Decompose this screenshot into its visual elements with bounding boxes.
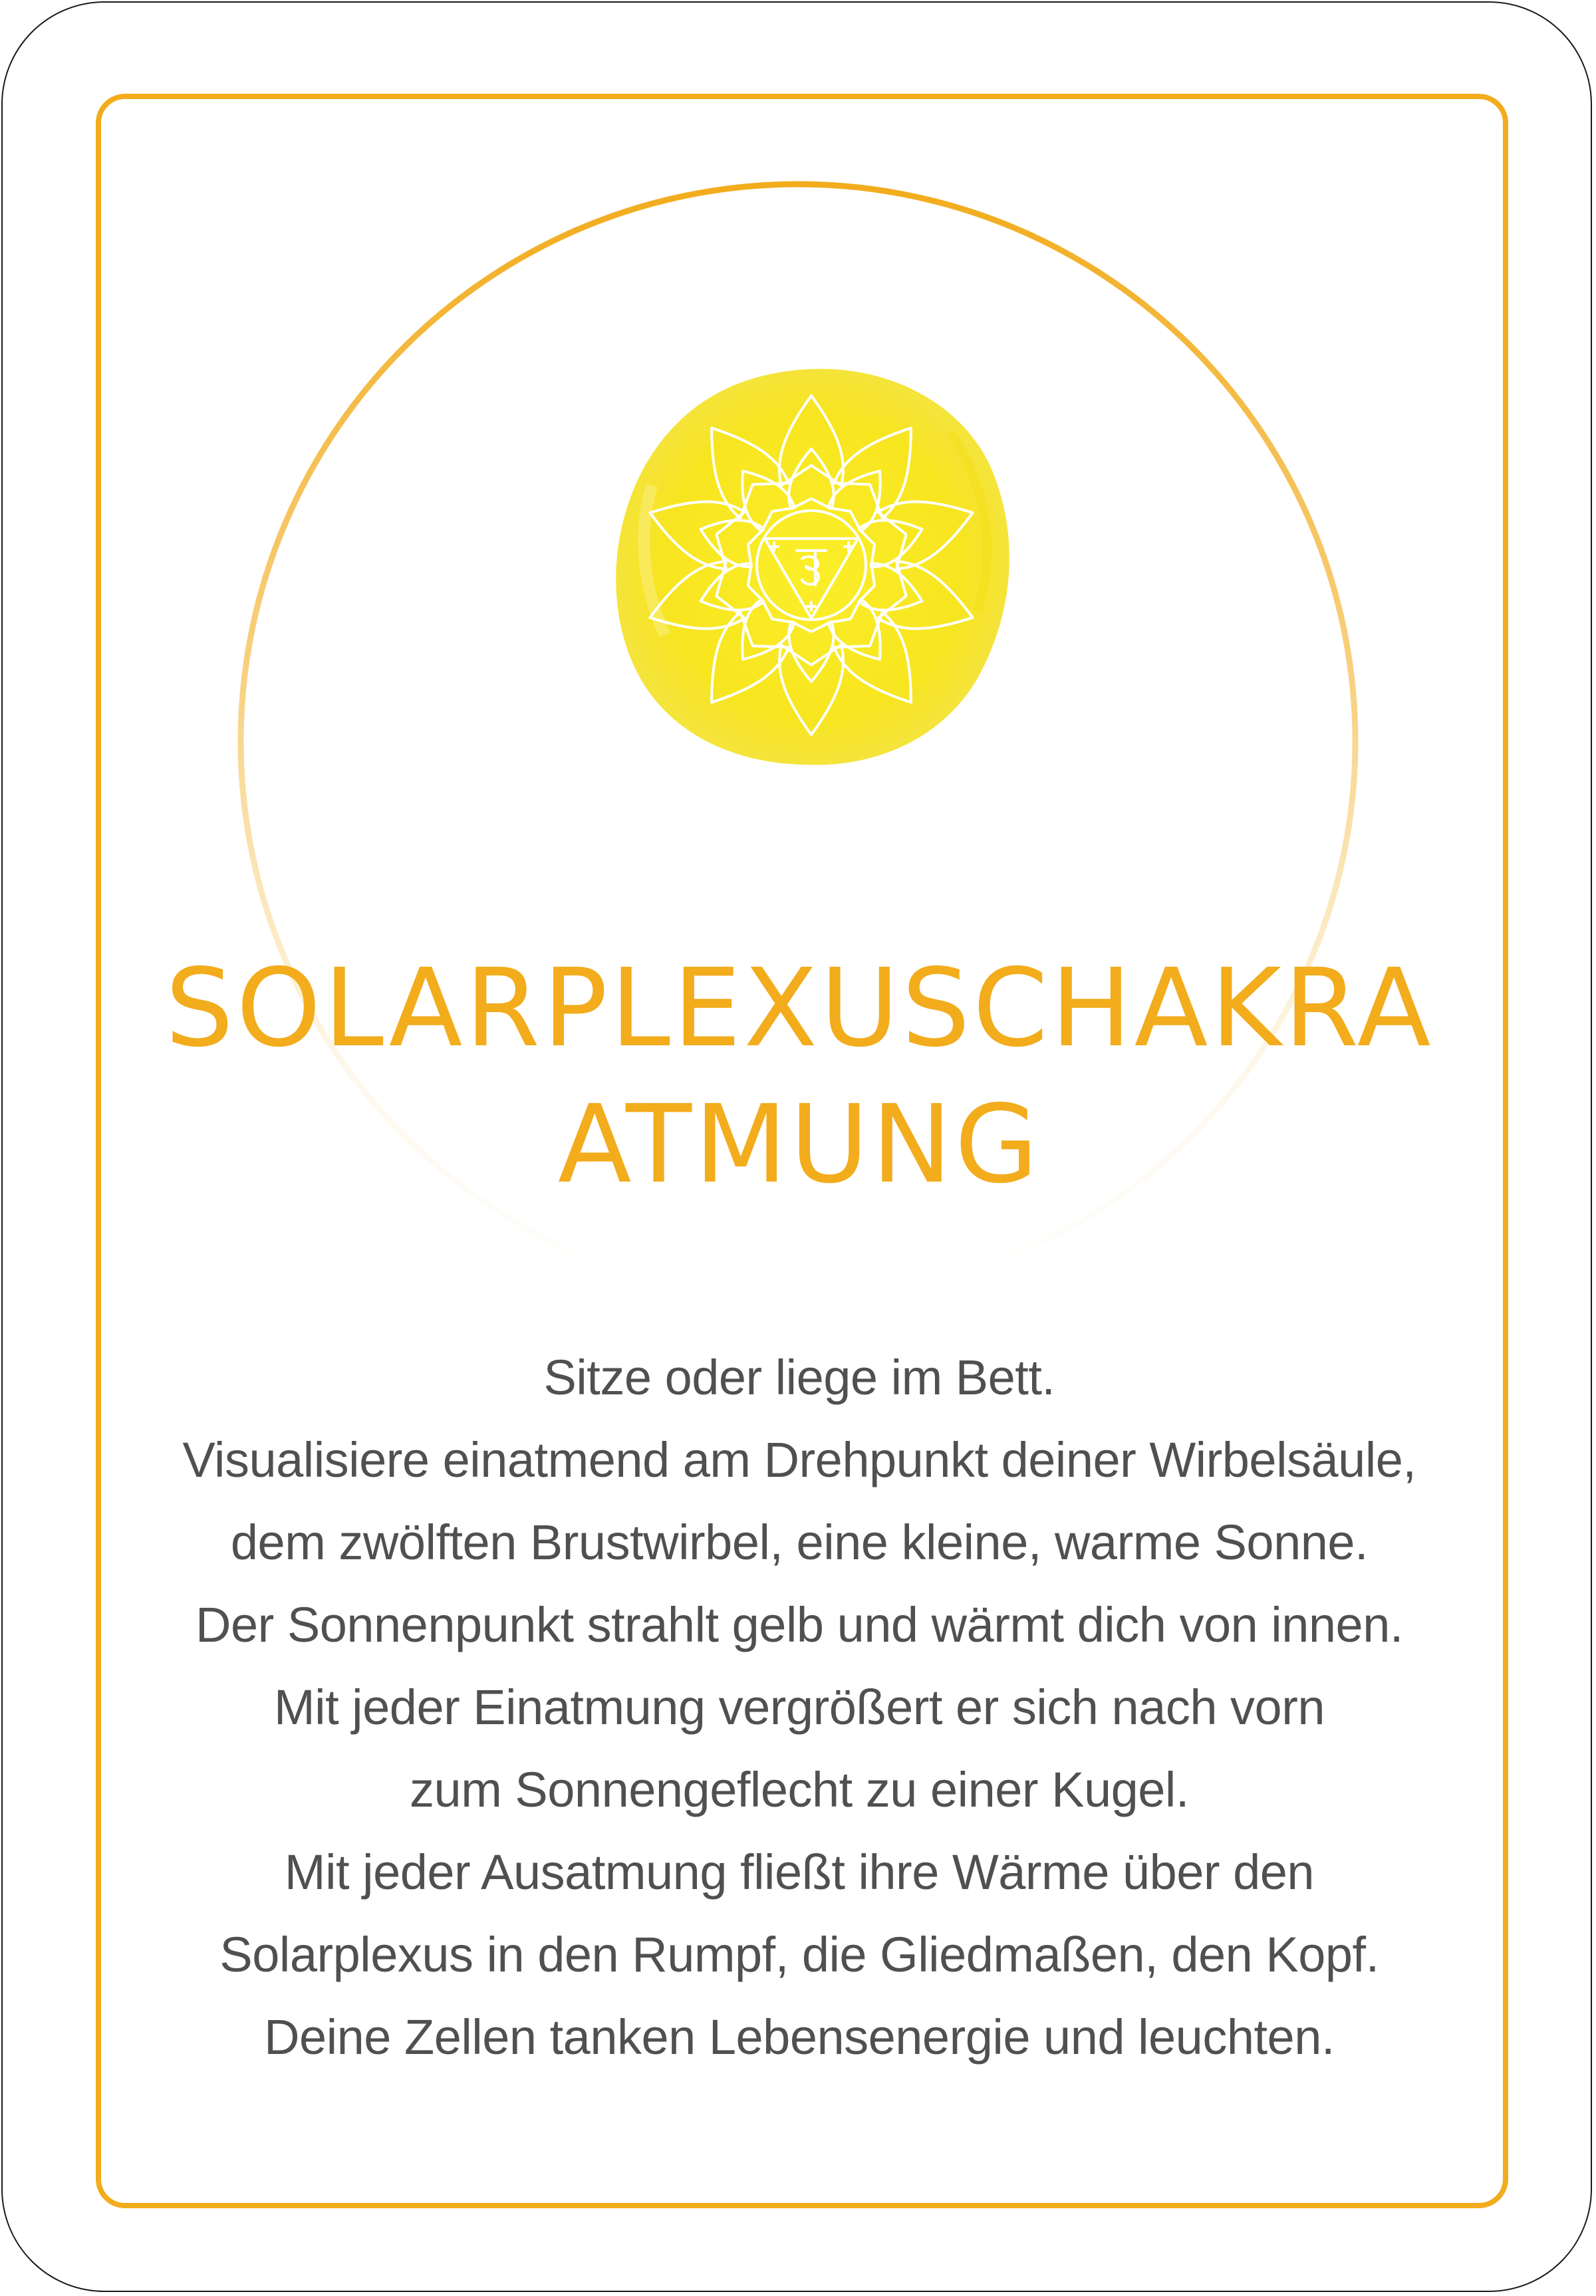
- instruction-line: Deine Zellen tanken Lebensenergie und leuchten.: [264, 2009, 1335, 2065]
- instruction-line: Mit jeder Einatmung vergrößert er sich nach vorn: [273, 1680, 1325, 1735]
- instruction-line: Mit jeder Ausatmung fließt ihre Wärme über den: [284, 1845, 1315, 1900]
- solar-plexus-chakra-lotus-icon: [579, 332, 1044, 798]
- title-line-2: ATMUNG: [557, 1083, 1041, 1208]
- instruction-text: [93, 1337, 1506, 2079]
- card-title: [93, 941, 1506, 1213]
- instruction-line: Solarplexus in den Rumpf, die Gliedmaßen, den Kopf.: [219, 1927, 1379, 1982]
- instruction-line: Visualisiere einatmend am Drehpunkt deiner Wirbelsäule,: [182, 1432, 1416, 1487]
- instruction-line: Der Sonnenpunkt strahlt gelb und wärmt dich von innen.: [196, 1597, 1403, 1652]
- instruction-line: zum Sonnengeflecht zu einer Kugel.: [410, 1762, 1189, 1817]
- instruction-line: Sitze oder liege im Bett.: [543, 1350, 1055, 1405]
- title-line-1: SOLARPLEXUSCHAKRA: [165, 946, 1434, 1071]
- instruction-line: dem zwölften Brustwirbel, eine kleine, warme Sonne.: [230, 1515, 1369, 1570]
